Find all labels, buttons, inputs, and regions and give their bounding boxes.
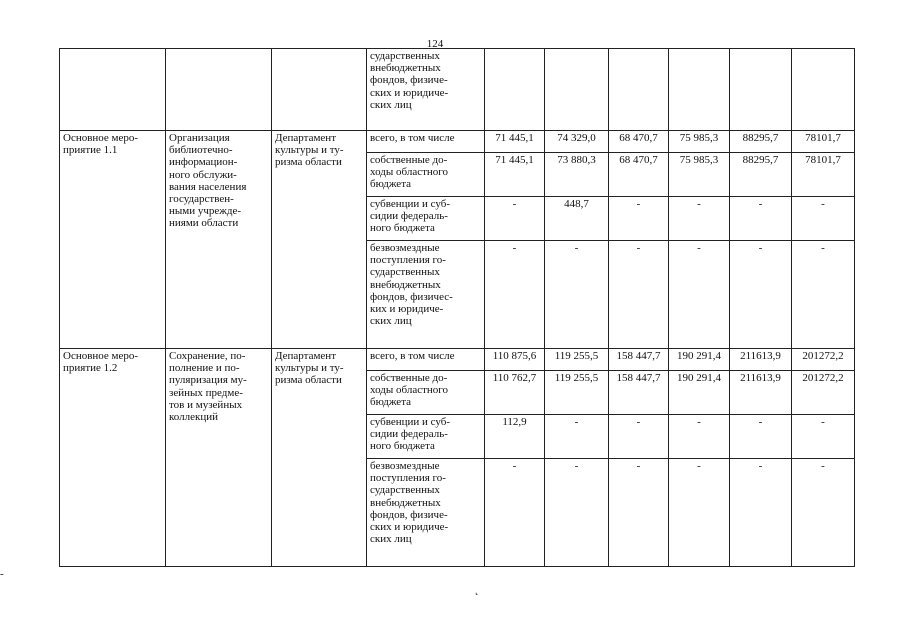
source-cell: собственные до- ходы областного бюджета xyxy=(367,153,485,197)
value-cell: 110 875,6 xyxy=(485,349,545,371)
name-cell: Организация библиотечно- информацион- ного обслужи- вания населения государствен- ными учрежде- ниями области xyxy=(166,131,272,349)
value-cell: 71 445,1 xyxy=(485,131,545,153)
value-cell: - xyxy=(730,197,792,241)
value-cell: - xyxy=(792,241,855,349)
value-cell: 119 255,5 xyxy=(545,349,609,371)
value-cell: - xyxy=(485,241,545,349)
value-cell: - xyxy=(669,241,730,349)
value-cell: - xyxy=(792,197,855,241)
value-cell xyxy=(545,49,609,131)
activity-cell xyxy=(60,49,166,131)
table-row xyxy=(60,131,855,153)
value-cell: 201272,2 xyxy=(792,349,855,371)
page-number: 124 xyxy=(426,38,444,50)
value-cell: 73 880,3 xyxy=(545,153,609,197)
name-cell xyxy=(166,49,272,131)
value-cell: - xyxy=(730,415,792,459)
value-cell: 88295,7 xyxy=(730,131,792,153)
name-cell: Сохранение, по- полнение и по- пуляризация му- зейных предме- тов и музейных коллекций xyxy=(166,349,272,567)
value-cell: - xyxy=(545,415,609,459)
source-cell: субвенции и суб- сидии федераль- ного бюджета xyxy=(367,197,485,241)
source-cell: собственные до- ходы областного бюджета xyxy=(367,371,485,415)
value-cell xyxy=(485,49,545,131)
stray-mark: ˛ xyxy=(475,584,479,596)
value-cell: 75 985,3 xyxy=(669,153,730,197)
value-cell xyxy=(669,49,730,131)
value-cell: - xyxy=(669,415,730,459)
value-cell: 75 985,3 xyxy=(669,131,730,153)
value-cell: - xyxy=(485,459,545,567)
value-cell xyxy=(792,49,855,131)
table-row xyxy=(60,49,855,131)
value-cell: 68 470,7 xyxy=(609,131,669,153)
value-cell: 78101,7 xyxy=(792,153,855,197)
executor-cell: Департамент культуры и ту- ризма области xyxy=(272,131,367,349)
table-row xyxy=(60,349,855,371)
value-cell: 190 291,4 xyxy=(669,349,730,371)
source-cell: безвозмездные поступления го- сударственных внебюджетных фондов, физичес- ких и юридиче- ских лиц xyxy=(367,241,485,349)
value-cell: - xyxy=(545,241,609,349)
value-cell xyxy=(609,49,669,131)
source-cell: субвенции и суб- сидии федераль- ного бюджета xyxy=(367,415,485,459)
executor-cell xyxy=(272,49,367,131)
value-cell: 211613,9 xyxy=(730,371,792,415)
margin-mark: - xyxy=(0,568,4,580)
source-cell: всего, в том числе xyxy=(367,131,485,153)
value-cell: - xyxy=(609,241,669,349)
value-cell: - xyxy=(792,415,855,459)
activity-cell: Основное меро- приятие 1.2 xyxy=(60,349,166,567)
value-cell: 211613,9 xyxy=(730,349,792,371)
value-cell: 110 762,7 xyxy=(485,371,545,415)
executor-cell: Департамент культуры и ту- ризма области xyxy=(272,349,367,567)
value-cell: - xyxy=(669,459,730,567)
value-cell: - xyxy=(609,415,669,459)
source-cell: всего, в том числе xyxy=(367,349,485,371)
value-cell: - xyxy=(485,197,545,241)
value-cell: 78101,7 xyxy=(792,131,855,153)
value-cell: - xyxy=(545,459,609,567)
value-cell: 158 447,7 xyxy=(609,371,669,415)
budget-table xyxy=(59,48,855,567)
value-cell: - xyxy=(669,197,730,241)
value-cell: 68 470,7 xyxy=(609,153,669,197)
value-cell: 88295,7 xyxy=(730,153,792,197)
value-cell: 158 447,7 xyxy=(609,349,669,371)
activity-cell: Основное меро- приятие 1.1 xyxy=(60,131,166,349)
value-cell: 448,7 xyxy=(545,197,609,241)
value-cell: - xyxy=(730,241,792,349)
value-cell xyxy=(730,49,792,131)
value-cell: - xyxy=(609,197,669,241)
value-cell: 201272,2 xyxy=(792,371,855,415)
source-cell: безвозмездные поступления го- сударственных внебюджетных фондов, физиче- ских и юридиче- ских лиц xyxy=(367,459,485,567)
value-cell: 71 445,1 xyxy=(485,153,545,197)
value-cell: 190 291,4 xyxy=(669,371,730,415)
value-cell: - xyxy=(609,459,669,567)
value-cell: - xyxy=(792,459,855,567)
source-cell: сударственных внебюджетных фондов, физиче- ских и юридиче- ских лиц xyxy=(367,49,485,131)
value-cell: - xyxy=(730,459,792,567)
value-cell: 112,9 xyxy=(485,415,545,459)
value-cell: 119 255,5 xyxy=(545,371,609,415)
value-cell: 74 329,0 xyxy=(545,131,609,153)
